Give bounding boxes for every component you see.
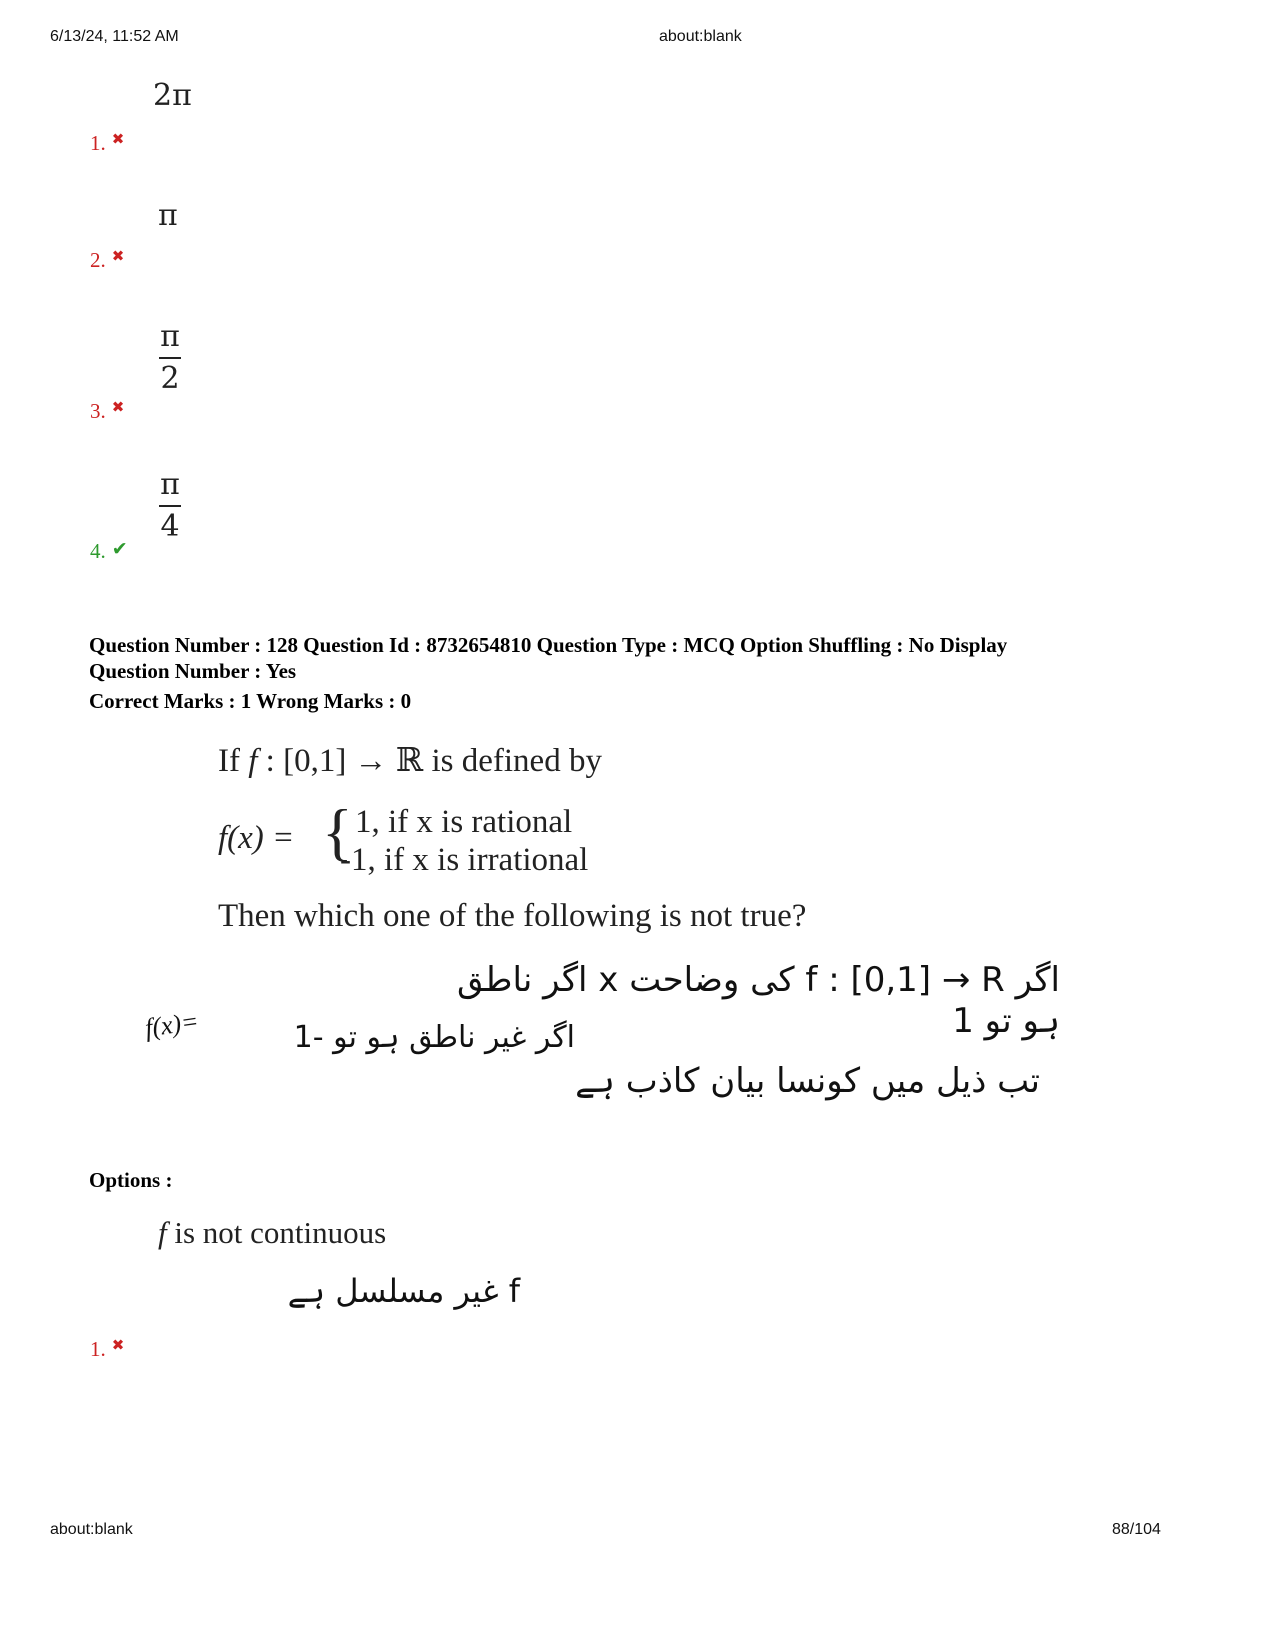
function-definition-lhs: f(x) = (218, 820, 295, 856)
numerator: π (160, 319, 180, 354)
prev-option-2-value: π (158, 198, 178, 233)
option-number: 4. (90, 539, 106, 563)
urdu-translation-line-3: اگر غیر ناطق ہو تو -1 (293, 1020, 575, 1055)
fraction-bar (159, 505, 181, 507)
page-title: about:blank (659, 28, 742, 45)
option-1 (90, 1336, 124, 1362)
denominator: 4 (160, 509, 180, 544)
cross-icon: ✖ (111, 130, 125, 148)
option-statement: is not continuous (174, 1215, 387, 1250)
cross-icon: ✖ (111, 247, 125, 265)
urdu-translation-line-1: اگر f : [0,1] → R کی وضاحت x اگر ناطق ہو تو 1 (457, 960, 1060, 1041)
question-prompt: Then which one of the following is not true? (218, 898, 807, 934)
option-number: 1. (90, 1337, 106, 1361)
prev-option-4 (90, 538, 128, 564)
stem-f: f (248, 743, 258, 779)
stem-map: : [0,1] → ℝ (265, 743, 424, 779)
option-number: 2. (90, 248, 106, 272)
numerator: π (160, 467, 180, 502)
fraction-bar (159, 357, 181, 359)
prev-option-1-value: 2π (153, 78, 192, 113)
stem-defined: is defined by (431, 743, 602, 779)
check-icon: ✔ (111, 538, 128, 560)
option-number: 1. (90, 131, 106, 155)
page-counter: 88/104 (1112, 1521, 1161, 1538)
footer-url: about:blank (50, 1521, 133, 1538)
prev-option-4-fraction (159, 467, 181, 544)
meta-line-1: Question Number : 128 Question Id : 8732654810 Question Type : MCQ Option Shuffling : No Display (89, 633, 1008, 657)
prev-option-3 (90, 398, 124, 424)
denominator: 2 (160, 361, 180, 396)
function-cases (340, 803, 588, 879)
urdu-translation-line-2: تب ذیل میں کونسا بیان کاذب ہے (575, 1061, 1040, 1101)
brace-symbol: { (322, 796, 353, 867)
option-1-urdu: f غیر مسلسل ہے (287, 1272, 520, 1310)
prev-option-1 (90, 130, 124, 156)
stem-if: If (218, 743, 240, 779)
option-1-text (158, 1215, 386, 1251)
option-f: f (158, 1215, 167, 1250)
cross-icon: ✖ (111, 398, 125, 416)
question-meta (89, 632, 1239, 714)
print-datetime: 6/13/24, 11:52 AM (50, 28, 179, 45)
urdu-fx: f(x)= (143, 1006, 201, 1043)
option-number: 3. (90, 399, 106, 423)
case-rational: 1, if x is rational (355, 804, 573, 840)
options-label: Options : (89, 1168, 173, 1192)
case-irrational: -1, if x is irrational (340, 842, 589, 878)
meta-line-2: Question Number : Yes (89, 659, 297, 683)
meta-line-3: Correct Marks : 1 Wrong Marks : 0 (89, 689, 412, 713)
cross-icon: ✖ (111, 1336, 125, 1354)
question-stem-line-1 (218, 740, 602, 780)
prev-option-2 (90, 247, 124, 273)
prev-option-3-fraction (159, 319, 181, 396)
